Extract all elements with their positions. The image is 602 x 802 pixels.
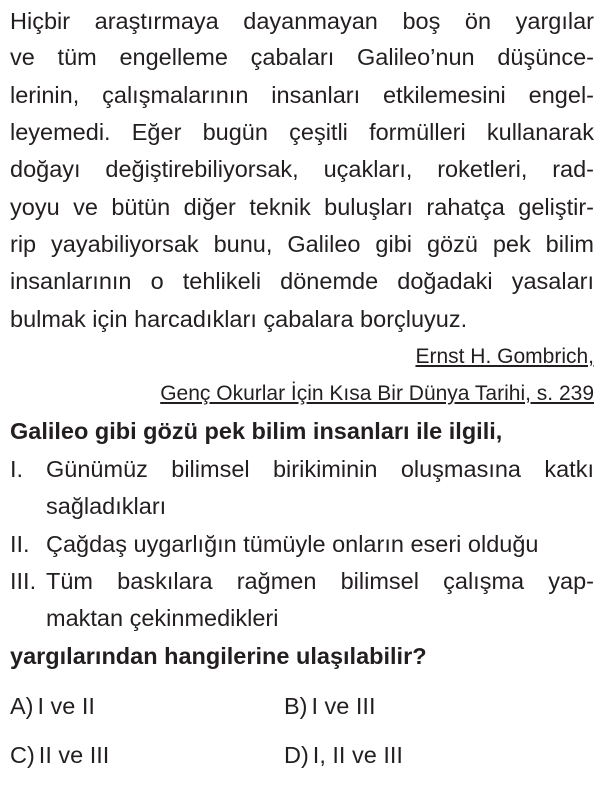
option-letter: A) bbox=[10, 693, 34, 719]
option-text: II ve III bbox=[38, 742, 110, 768]
question-prompt: yargılarından hangilerine ulaşılabilir? bbox=[10, 643, 427, 669]
option-letter: B) bbox=[284, 693, 308, 719]
passage-line: bulmak için harcadıkları çabalara borçluyuz. bbox=[10, 306, 468, 332]
option-c[interactable] bbox=[10, 740, 109, 770]
item-text: Günümüz bilimsel birikiminin oluşmasına katkı bbox=[46, 456, 594, 482]
item-number: I. bbox=[10, 456, 24, 482]
option-b[interactable] bbox=[284, 691, 376, 721]
passage-line: Hiçbir araştırmaya dayanmayan boş ön yargılar bbox=[10, 8, 594, 34]
passage-line: lerinin, çalışmalarının insanları etkilemesini engel- bbox=[10, 82, 594, 108]
option-d[interactable] bbox=[284, 740, 403, 770]
option-text: I ve II bbox=[37, 693, 95, 719]
passage-line: yoyu ve bütün diğer teknik buluşları rahatça geliştir- bbox=[10, 194, 594, 220]
option-letter: C) bbox=[10, 742, 35, 768]
question-stem: Galileo gibi gözü pek bilim insanları ile ilgili, bbox=[10, 418, 503, 444]
item-text: Çağdaş uygarlığın tümüyle onların eseri olduğu bbox=[46, 531, 539, 557]
option-letter: D) bbox=[284, 742, 309, 768]
option-text: I ve III bbox=[311, 693, 376, 719]
passage-line: insanlarının o tehlikeli dönemde doğadaki yasaları bbox=[10, 268, 594, 294]
passage-line: leyemedi. Eğer bugün çeşitli formülleri kullanarak bbox=[10, 119, 594, 145]
item-number: III. bbox=[10, 568, 37, 594]
item-text: Tüm baskılara rağmen bilimsel çalışma yap- bbox=[46, 568, 594, 594]
passage-line: doğayı değiştirebiliyorsak, uçakları, roketleri, rad- bbox=[10, 156, 594, 182]
passage-line: ve tüm engelleme çabaları Galileo’nun düşünce- bbox=[10, 44, 594, 70]
item-number: II. bbox=[10, 531, 30, 557]
option-a[interactable] bbox=[10, 691, 95, 721]
item-text: maktan çekinmedikleri bbox=[46, 605, 279, 631]
passage-line: rip yayabiliyorsak bunu, Galileo gibi gözü pek bilim bbox=[10, 231, 594, 257]
option-text: I, II ve III bbox=[312, 742, 403, 768]
source-work: Genç Okurlar İçin Kısa Bir Dünya Tarihi, s. 239 bbox=[160, 382, 594, 405]
item-text: sağladıkları bbox=[46, 493, 167, 519]
source-author: Ernst H. Gombrich, bbox=[415, 345, 594, 368]
